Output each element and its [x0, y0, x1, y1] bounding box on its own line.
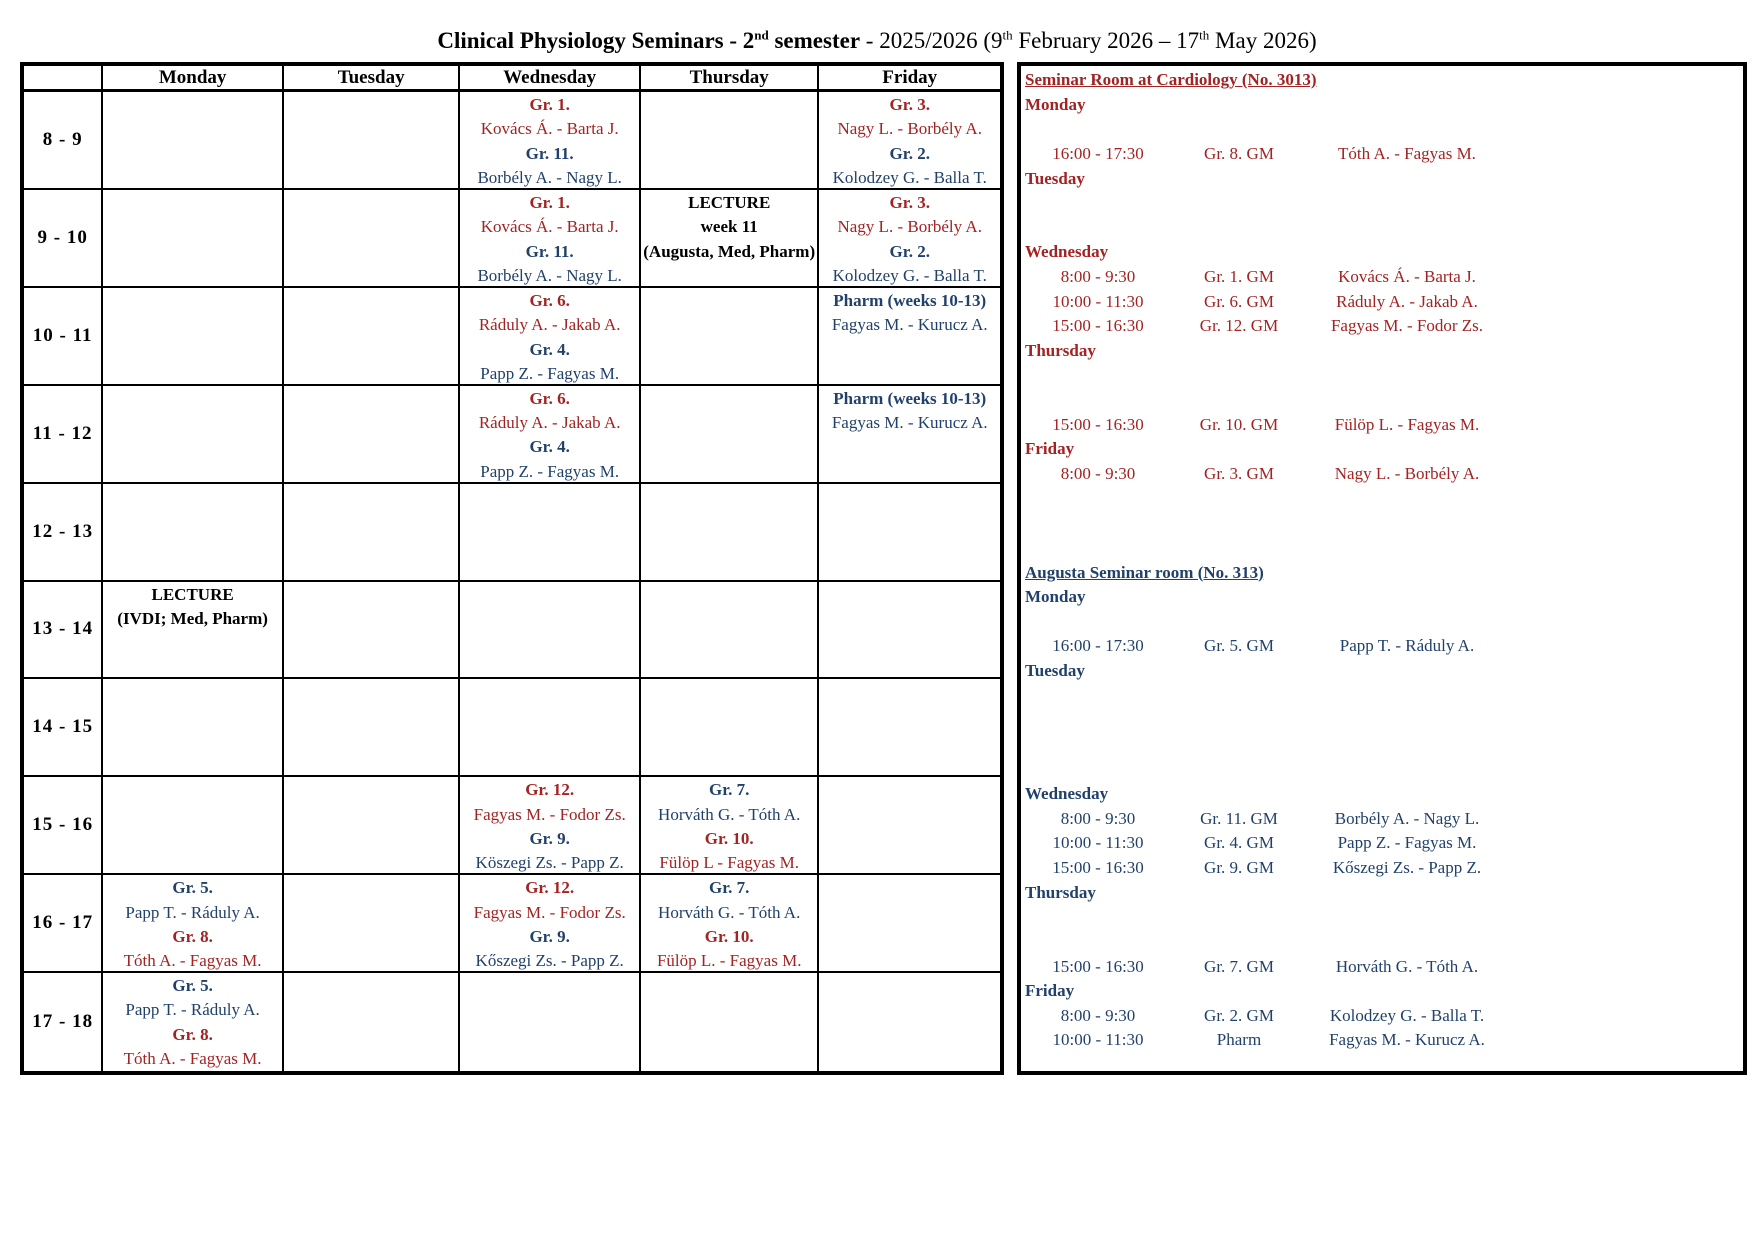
- room-day-label: Tuesday: [1025, 168, 1085, 188]
- cell-friday-11-12: [819, 386, 1000, 484]
- time-slot-10-11: 10 - 11: [24, 288, 103, 386]
- session-line: Gr. 1.: [529, 95, 570, 114]
- cell-wednesday-8-9: [460, 92, 641, 190]
- room-entry: [1025, 314, 1743, 339]
- session-line: Gr. 9.: [529, 829, 570, 849]
- day-header-monday: Monday: [103, 66, 284, 92]
- entry-group: Gr. 1. GM: [1204, 267, 1274, 286]
- entry-teachers: Fülöp L. - Fagyas M.: [1334, 414, 1480, 434]
- cell-friday-16-17: [819, 875, 1000, 973]
- session-line: Fülöp L. - Fagyas M.: [656, 951, 802, 971]
- session-line: Pharm (weeks 10-13): [833, 388, 987, 408]
- session-line: (IVDI; Med, Pharm): [117, 608, 268, 628]
- blank-line: [1025, 758, 1743, 783]
- room-entry: [1025, 955, 1743, 980]
- entry-time: 8:00 - 9:30: [1060, 464, 1136, 483]
- session-line: Gr. 4.: [529, 437, 570, 457]
- cell-tuesday-8-9: [284, 92, 461, 190]
- entry-group: Gr. 7. GM: [1204, 956, 1274, 976]
- blank-line: [1025, 216, 1743, 241]
- session-line: Gr. 6.: [529, 388, 570, 408]
- cell-thursday-8-9: [641, 92, 820, 190]
- room-entry: [1025, 142, 1743, 167]
- entry-group: Gr. 12. GM: [1199, 316, 1279, 336]
- room-day-label: Friday: [1025, 981, 1075, 1001]
- entry-group: Gr. 4. GM: [1204, 833, 1274, 853]
- session-line: Kőszegi Zs. - Papp Z.: [475, 951, 624, 971]
- time-slot-17-18: 17 - 18: [24, 973, 103, 1071]
- session-line: week 11: [700, 217, 758, 237]
- room-entry: [1025, 1028, 1743, 1053]
- cell-monday-15-16: [103, 777, 284, 875]
- entry-group: Gr. 6. GM: [1204, 291, 1274, 311]
- room-entry: [1025, 807, 1743, 832]
- session-line: Fagyas M. - Kurucz A.: [831, 315, 988, 335]
- cell-wednesday-17-18: [460, 973, 641, 1071]
- title-bold-part2: semester: [768, 28, 861, 53]
- session-line: Gr. 10.: [704, 829, 754, 849]
- cell-monday-14-15: [103, 679, 284, 777]
- room-entry: [1025, 265, 1743, 290]
- session-line: Papp T. - Ráduly A.: [125, 1000, 260, 1020]
- time-slot-12-13: 12 - 13: [24, 484, 103, 582]
- cell-wednesday-15-16: [460, 777, 641, 875]
- session-line: Gr. 11.: [525, 241, 574, 261]
- cell-friday-15-16: [819, 777, 1000, 875]
- session-line: Kolodzey G. - Balla T.: [832, 266, 987, 286]
- entry-teachers: Ráduly A. - Jakab A.: [1336, 291, 1478, 311]
- cell-thursday-13-14: [641, 582, 820, 680]
- entry-time: 10:00 - 11:30: [1052, 833, 1144, 853]
- blank-line: [1025, 905, 1743, 930]
- entry-time: 15:00 - 16:30: [1052, 414, 1144, 434]
- entry-group: Gr. 10. GM: [1199, 414, 1279, 434]
- session-line: Ráduly A. - Jakab A.: [478, 413, 621, 433]
- title-superscript-th1: th: [1002, 27, 1013, 43]
- room-day-label: Tuesday: [1025, 661, 1085, 680]
- entry-teachers: Fagyas M. - Kurucz A.: [1329, 1030, 1485, 1050]
- entry-group: Gr. 2. GM: [1204, 1005, 1274, 1025]
- session-line: Gr. 7.: [708, 780, 750, 800]
- entry-time: 8:00 - 9:30: [1060, 808, 1136, 828]
- session-line: Gr. 6.: [529, 290, 570, 310]
- blank-line: [1025, 191, 1743, 216]
- cell-tuesday-12-13: [284, 484, 461, 582]
- cell-monday-11-12: [103, 386, 284, 484]
- session-line: Nagy L. - Borbély A.: [837, 217, 982, 237]
- day-header-wednesday: Wednesday: [460, 66, 641, 92]
- entry-time: 15:00 - 16:30: [1052, 956, 1144, 976]
- time-slot-9-10: 9 - 10: [24, 190, 103, 288]
- session-line: Gr. 2.: [889, 241, 930, 261]
- entry-teachers: Fagyas M. - Fodor Zs.: [1330, 316, 1484, 336]
- session-line: Gr. 3.: [889, 95, 930, 114]
- session-line: Gr. 11.: [525, 143, 574, 163]
- entry-group: Pharm: [1216, 1030, 1262, 1050]
- room-entry: [1025, 290, 1743, 315]
- room-day-label: Thursday: [1025, 340, 1096, 360]
- cell-tuesday-16-17: [284, 875, 461, 973]
- session-line: Borbély A. - Nagy L.: [477, 266, 622, 286]
- room-day-label: Monday: [1025, 94, 1086, 114]
- blank-line: [1025, 388, 1743, 413]
- session-line: Gr. 5.: [172, 976, 213, 996]
- room-entry: [1025, 1004, 1743, 1029]
- cell-tuesday-10-11: [284, 288, 461, 386]
- session-line: Gr. 8.: [172, 1024, 213, 1044]
- session-line: Pharm (weeks 10-13): [833, 290, 987, 310]
- session-line: Borbély A. - Nagy L.: [477, 168, 622, 188]
- title-bold-part: Clinical Physiology Seminars - 2: [437, 28, 755, 53]
- cell-wednesday-12-13: [460, 484, 641, 582]
- title-superscript-th2: th: [1199, 27, 1210, 43]
- time-slot-13-14: 13 - 14: [24, 582, 103, 680]
- blank-line: [1025, 930, 1743, 955]
- entry-time: 16:00 - 17:30: [1052, 143, 1144, 163]
- session-line: LECTURE: [151, 584, 234, 604]
- room-entry: [1025, 462, 1743, 487]
- session-line: Papp T. - Ráduly A.: [125, 902, 260, 922]
- blank-line: [1025, 684, 1743, 709]
- cell-monday-9-10: [103, 190, 284, 288]
- blank-line: [1025, 511, 1743, 536]
- room-entry: [1025, 413, 1743, 438]
- blank-line: [1025, 364, 1743, 389]
- cell-friday-17-18: [819, 973, 1000, 1071]
- day-header-tuesday: Tuesday: [284, 66, 461, 92]
- corner-cell: [24, 66, 103, 92]
- entry-group: Gr. 8. GM: [1204, 143, 1274, 163]
- room-entry: [1025, 831, 1743, 856]
- cell-tuesday-15-16: [284, 777, 461, 875]
- entry-teachers: Kovács Á. - Barta J.: [1338, 267, 1476, 286]
- session-line: Fagyas M. - Fodor Zs.: [473, 902, 626, 922]
- cell-friday-9-10: [819, 190, 1000, 288]
- cell-wednesday-14-15: [460, 679, 641, 777]
- entry-time: 15:00 - 16:30: [1052, 316, 1144, 336]
- time-slot-14-15: 14 - 15: [24, 679, 103, 777]
- session-line: Fülöp L - Fagyas M.: [659, 853, 800, 873]
- entry-time: 15:00 - 16:30: [1052, 858, 1144, 877]
- room-schedule-panel: [1017, 62, 1747, 1075]
- cell-thursday-12-13: [641, 484, 820, 582]
- session-line: Horváth G. - Tóth A.: [658, 804, 801, 824]
- cell-wednesday-11-12: [460, 386, 641, 484]
- entry-group: Gr. 3. GM: [1204, 464, 1274, 483]
- cell-thursday-11-12: [641, 386, 820, 484]
- cell-monday-16-17: [103, 875, 284, 973]
- entry-group: Gr. 11. GM: [1200, 808, 1278, 828]
- session-line: Gr. 2.: [889, 143, 930, 163]
- room-day-label: Thursday: [1025, 882, 1096, 902]
- session-line: (Augusta, Med, Pharm): [643, 241, 816, 261]
- cell-thursday-10-11: [641, 288, 820, 386]
- entry-teachers: Papp T. - Ráduly A.: [1339, 636, 1475, 656]
- entry-teachers: Borbély A. - Nagy L.: [1334, 808, 1480, 828]
- room-day-label: Monday: [1025, 587, 1086, 607]
- title-regular-part3: May 2026): [1209, 28, 1317, 53]
- entry-time: 10:00 - 11:30: [1052, 1030, 1144, 1050]
- cell-wednesday-16-17: [460, 875, 641, 973]
- cell-thursday-14-15: [641, 679, 820, 777]
- session-line: Fagyas M. - Fodor Zs.: [473, 804, 626, 824]
- time-slot-16-17: 16 - 17: [24, 875, 103, 973]
- session-line: Kovács Á. - Barta J.: [480, 119, 619, 139]
- cell-wednesday-10-11: [460, 288, 641, 386]
- entry-time: 8:00 - 9:30: [1060, 1005, 1136, 1025]
- session-line: Gr. 12.: [525, 878, 575, 898]
- time-slot-11-12: 11 - 12: [24, 386, 103, 484]
- session-line: Gr. 1.: [529, 192, 570, 212]
- blank-line: [1025, 610, 1743, 635]
- cell-wednesday-13-14: [460, 582, 641, 680]
- day-header-friday: Friday: [819, 66, 1000, 92]
- day-header-thursday: Thursday: [641, 66, 820, 92]
- cell-friday-13-14: [819, 582, 1000, 680]
- entry-teachers: Nagy L. - Borbély A.: [1334, 464, 1480, 483]
- entry-time: 16:00 - 17:30: [1052, 636, 1144, 656]
- session-line: Nagy L. - Borbély A.: [837, 119, 982, 139]
- document-title: [0, 28, 1754, 54]
- room-day-label: Wednesday: [1025, 784, 1109, 804]
- cell-friday-12-13: [819, 484, 1000, 582]
- cell-monday-8-9: [103, 92, 284, 190]
- cell-monday-13-14: [103, 582, 284, 680]
- blank-line: [1025, 117, 1743, 142]
- blank-line: [1025, 487, 1743, 512]
- cell-friday-8-9: [819, 92, 1000, 190]
- entry-teachers: Papp Z. - Fagyas M.: [1337, 833, 1477, 853]
- cell-tuesday-11-12: [284, 386, 461, 484]
- cell-wednesday-9-10: [460, 190, 641, 288]
- session-line: LECTURE: [688, 192, 771, 212]
- room-entry: [1025, 856, 1743, 881]
- session-line: Gr. 8.: [172, 926, 213, 946]
- session-line: Gr. 9.: [529, 926, 570, 946]
- cell-thursday-9-10: [641, 190, 820, 288]
- session-line: Kolodzey G. - Balla T.: [832, 168, 987, 188]
- session-line: Gr. 5.: [172, 878, 213, 898]
- title-regular-part: - 2025/2026 (9: [860, 28, 1003, 53]
- entry-teachers: Horváth G. - Tóth A.: [1335, 956, 1479, 976]
- cell-tuesday-9-10: [284, 190, 461, 288]
- session-line: Gr. 3.: [889, 192, 930, 212]
- time-slot-8-9: 8 - 9: [24, 92, 103, 190]
- session-line: Papp Z. - Fagyas M.: [480, 363, 620, 383]
- entry-teachers: Kőszegi Zs. - Papp Z.: [1332, 858, 1482, 877]
- cell-thursday-16-17: [641, 875, 820, 973]
- blank-line: [1025, 733, 1743, 758]
- session-line: Gr. 10.: [704, 926, 754, 946]
- title-regular-part2: February 2026 – 17: [1012, 28, 1200, 53]
- session-line: Köszegi Zs. - Papp Z.: [475, 853, 624, 873]
- cell-friday-14-15: [819, 679, 1000, 777]
- entry-teachers: Tóth A. - Fagyas M.: [1338, 143, 1476, 163]
- cell-thursday-15-16: [641, 777, 820, 875]
- session-line: Gr. 12.: [525, 780, 575, 800]
- session-line: Horváth G. - Tóth A.: [658, 902, 801, 922]
- title-superscript-nd: nd: [754, 27, 769, 43]
- blank-line: [1025, 708, 1743, 733]
- room-day-label: Wednesday: [1025, 242, 1109, 262]
- room-heading: Augusta Seminar room (No. 313): [1025, 562, 1264, 582]
- entry-group: Gr. 5. GM: [1204, 636, 1274, 656]
- room-heading: Seminar Room at Cardiology (No. 3013): [1025, 70, 1317, 89]
- cell-tuesday-14-15: [284, 679, 461, 777]
- entry-time: 8:00 - 9:30: [1060, 267, 1136, 286]
- session-line: Gr. 4.: [529, 339, 570, 359]
- weekly-timetable: [20, 62, 1004, 1075]
- entry-group: Gr. 9. GM: [1204, 858, 1274, 877]
- session-line: Ráduly A. - Jakab A.: [478, 315, 621, 335]
- room-entry: [1025, 634, 1743, 659]
- session-line: Kovács Á. - Barta J.: [480, 217, 619, 237]
- entry-time: 10:00 - 11:30: [1052, 291, 1144, 311]
- session-line: Papp Z. - Fagyas M.: [480, 461, 620, 481]
- cell-thursday-17-18: [641, 973, 820, 1071]
- cell-tuesday-17-18: [284, 973, 461, 1071]
- room-day-label: Friday: [1025, 439, 1075, 459]
- cell-monday-17-18: [103, 973, 284, 1071]
- session-line: Tóth A. - Fagyas M.: [123, 951, 262, 971]
- session-line: Gr. 7.: [708, 878, 750, 898]
- cell-monday-10-11: [103, 288, 284, 386]
- cell-friday-10-11: [819, 288, 1000, 386]
- session-line: Fagyas M. - Kurucz A.: [831, 413, 988, 433]
- time-slot-15-16: 15 - 16: [24, 777, 103, 875]
- session-line: Tóth A. - Fagyas M.: [123, 1049, 262, 1069]
- entry-teachers: Kolodzey G. - Balla T.: [1329, 1005, 1485, 1025]
- blank-line: [1025, 536, 1743, 561]
- cell-monday-12-13: [103, 484, 284, 582]
- cell-tuesday-13-14: [284, 582, 461, 680]
